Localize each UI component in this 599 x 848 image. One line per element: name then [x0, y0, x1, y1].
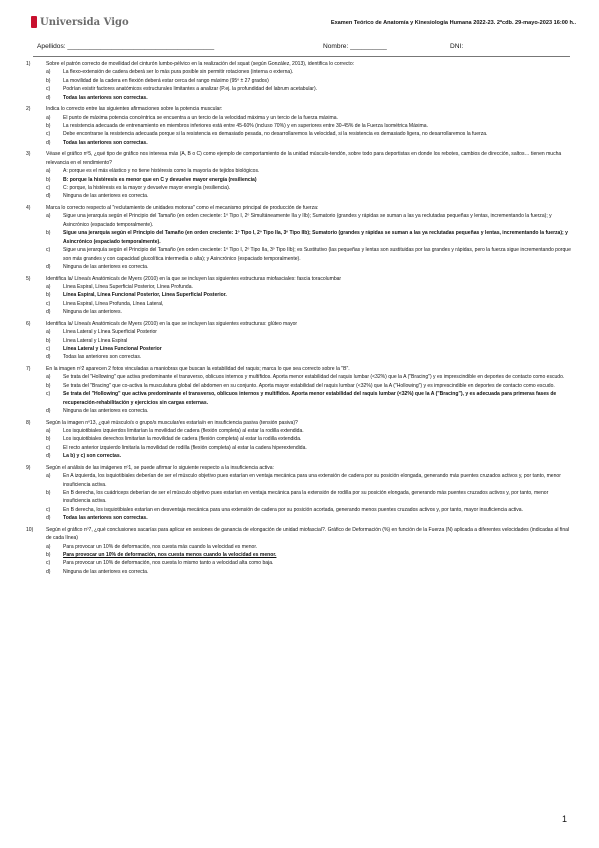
university-logo [31, 16, 129, 28]
header-divider [33, 56, 570, 57]
option-text: Se trata del "Hollowing" que activa predominante el transverso, oblicuos internos y multífidos. Aporta menor estabilidad del raquis lumbar (<32%) que la A ("Bracing"), y es adecuada para primeras fases de recuperación-rehabilitación y ejercicios sin cargas externas. [63, 391, 557, 406]
option-text: Ninguna de las anteriores es correcta. [63, 407, 149, 414]
option-text: Sigue una jerarquía según el Principio del Tamaño (en orden creciente: 1º Tipo I, 2º Simultáneamente IIa y IIb); Sumatorio (grandes y rápidas se suman a las ya reclutadas pequeñas y lentas, incrementando la fuerza); y Asincrónico (espaciado temporalmente). [63, 213, 552, 228]
question-number: 6) [26, 320, 31, 327]
option-letter: d) [46, 568, 51, 575]
option-text: Línea Lateral y Línea Funcional Posterior [63, 345, 162, 352]
option-letter: a) [46, 114, 51, 121]
option-letter: a) [46, 427, 51, 434]
university-logo-icon [31, 16, 37, 28]
question-4 [26, 204, 573, 271]
option-text: Línea Lateral y Línea Superficial Posterior [63, 329, 157, 336]
option-text: Todas las anteriores son correctas. [63, 515, 148, 522]
question-3 [26, 150, 573, 200]
option-letter: d) [46, 515, 51, 522]
option-text: El recto anterior izquierdo limitaría la movilidad de rodilla (flexión completa) al estar la cadera hiperextendida. [63, 444, 307, 451]
option-text: La flexo-extensión de cadera deberá ser lo más pura posible sin permitir rotaciones (interna o externa). [63, 69, 294, 76]
option-text: Para provocar un 10% de deformación, nos cuesta lo mismo tanto a velocidad alta como baja. [63, 560, 274, 567]
option-text: Debe encontrarse la resistencia adecuada porque si la resistencia es demasiado pesada, no desarrollaremos la velocidad, si la resistencia es demasiado ligera, no desarrollaremos la fuerza. [63, 131, 488, 138]
question-10 [26, 526, 573, 576]
header [31, 16, 576, 38]
question-6 [26, 320, 573, 362]
option-letter: b) [46, 382, 51, 389]
answer-option-d[interactable] [46, 94, 573, 102]
answer-option-b[interactable] [46, 122, 573, 130]
option-text: Todas las anteriores son correctas. [63, 139, 148, 146]
question-text: Véase el gráfico nº5, ¿qué tipo de gráfico nos interesa más (A, B o C) como ejemplo de comportamiento de la unidad músculo-tendón, sobre todo para deportistas en donde los rebotes, cambios de dirección, saltos… tienen mucha relevancia en el rendimiento? [46, 151, 562, 166]
answer-option-a[interactable] [46, 543, 573, 551]
answer-option-a[interactable] [46, 114, 573, 122]
answer-option-d[interactable] [46, 192, 573, 200]
option-letter: b) [46, 490, 51, 496]
option-letter: c) [46, 560, 51, 567]
option-text: Podrían existir factores anatómicos estructurales limitantes a analizar (P.ej. la profundidad del labrum acetabular). [63, 86, 318, 93]
option-text: C: porque, la histéresis es la mayor y devuelve mayor energía (resiliencia). [63, 185, 231, 192]
answer-option-b[interactable] [46, 489, 573, 506]
option-text: Todas las anteriores son correctas. [63, 94, 148, 101]
answer-option-a[interactable] [46, 472, 573, 489]
answer-option-c[interactable] [46, 559, 573, 567]
option-text: La movilidad de la cadera en flexión deberá estar cerca del rango máximo (95º ± 27 grados) [63, 77, 269, 84]
option-letter: c) [46, 444, 51, 451]
option-letter: a) [46, 213, 51, 220]
option-letter: b) [46, 123, 51, 130]
question-text: Identifica la/ Línea/s Anatómica/s de Myers (2010) en la que se incluyen las siguientes estructuras miofasciales: fascia toracolumbar [46, 275, 342, 282]
answer-option-c[interactable] [46, 300, 573, 308]
option-letter: d) [46, 263, 51, 270]
question-1 [26, 60, 573, 102]
answer-option-b[interactable] [46, 337, 573, 345]
option-text: La b) y c) son correctas. [63, 453, 122, 460]
option-text: Para provocar un 10% de deformación, nos cuesta menos cuando la velocidad es menor. [63, 552, 277, 559]
answer-option-d[interactable] [46, 407, 573, 415]
student-fields [37, 43, 557, 53]
answer-option-b[interactable] [46, 291, 573, 299]
answer-option-a[interactable] [46, 427, 573, 435]
option-text: En A izquierda, los isquiotibiales deberían de ser el músculo objetivo pues estarían en ventaja mecánica para una extensión de cadera por su posición elongada, generando más puentes cruzados activos y, por tanto, menor insuficiencia activa. [63, 473, 561, 488]
question-text: Indica lo correcto entre las siguientes afirmaciones sobre la potencia muscular: [46, 106, 223, 113]
option-text: B: porque la histéresis es menor que en C y devuelve mayor energía (resiliencia) [63, 176, 257, 183]
option-letter: c) [46, 345, 51, 352]
option-text: Ninguna de las anteriores. [63, 309, 122, 316]
answer-option-c[interactable] [46, 85, 573, 93]
question-text: Identifica la/ Línea/s Anatómica/s de Myers (2010) en la que se incluyen las siguientes estructuras: glúteo mayor [46, 320, 298, 327]
question-number: 5) [26, 275, 31, 282]
option-letter: d) [46, 94, 51, 101]
question-number: 10) [26, 526, 34, 533]
question-text: Marca lo correcto respecto al "reclutamiento de unidades motoras" como el mecanismo principal de producción de fuerza: [46, 205, 319, 212]
option-text: Sigue una jerarquía según el Principio del Tamaño (en orden creciente: 1º Tipo I, 2º Tipo IIa, 3º Tipo IIb); Sumatorio (grandes y rápidas se suman a las ya reclutadas pequeñas y lentas, incrementando la fuerza); y Asincrónico (espaciado temporalmente). [63, 230, 568, 245]
answer-option-d[interactable] [46, 308, 573, 316]
option-text: Línea Lateral y Línea Espiral [63, 337, 128, 344]
option-text: El punto de máxima potencia concéntrica se encuentra a un tercio de la velocidad máxima y un tercio de la fuerza máxima. [63, 114, 338, 121]
answer-option-a[interactable] [46, 328, 573, 336]
answer-option-c[interactable] [46, 444, 573, 452]
option-text: Para provocar un 10% de deformación, nos cuesta más cuando la velocidad es menor. [63, 543, 258, 550]
answer-option-a[interactable] [46, 283, 573, 291]
option-text: Sigue una jerarquía según el Principio del Tamaño (en orden creciente: 1º Tipo I, 2º Tipo IIa, 3º Tipo IIb); es Sustitutivo (las pequeñas y lentas son sustituidas por las grandes y rápidas, pero la fuerza sigue incrementando porque son más grandes y con capacidad glucolítica intermedia o alta); y Asincrónico (espaciado temporalmente). [63, 247, 571, 262]
answer-option-d[interactable] [46, 452, 573, 460]
option-letter: a) [46, 69, 51, 76]
question-number: 8) [26, 419, 31, 426]
question-9 [26, 464, 573, 523]
question-7 [26, 365, 573, 415]
answer-option-b[interactable] [46, 435, 573, 443]
question-number: 2) [26, 106, 31, 113]
answer-option-d[interactable] [46, 568, 573, 576]
answer-option-d[interactable] [46, 514, 573, 522]
question-number: 1) [26, 61, 31, 67]
question-number: 9) [26, 464, 31, 471]
answer-option-a[interactable] [46, 212, 573, 229]
question-8 [26, 419, 573, 461]
question-text: Sobre el patrón correcto de movilidad del cinturón lumbo-pélvico en la realización del squat (según González, 2013), identifica lo correcto: [46, 61, 355, 67]
option-letter: a) [46, 473, 51, 480]
answer-option-b[interactable] [46, 551, 573, 559]
answer-option-a[interactable] [46, 167, 573, 175]
option-letter: b) [46, 77, 51, 84]
answer-option-b[interactable] [46, 382, 573, 390]
option-text: Ninguna de las anteriores es correcta. [63, 568, 149, 575]
exam-title: Examen Teórico de Anatomía y Kinesiología Humana 2022-23. 2ºcdb. 29-mayo-2023 16:00 h.. [330, 20, 576, 26]
option-text: Línea Espiral, Línea Funcional Posterior, Línea Superficial Posterior. [63, 292, 227, 299]
option-letter: c) [46, 391, 51, 398]
option-text: En B derecha, los isquiotibiales estarían en desventaja mecánica para una extensión de cadera por su posición acortada, generando menos puentes cruzados activos y, por tanto, mayor insuficiencia activa. [63, 506, 524, 513]
dni-field[interactable]: DNI: [450, 43, 464, 50]
answer-option-b[interactable] [46, 77, 573, 85]
option-text: Todas las anteriores son correctas. [63, 354, 142, 361]
option-letter: d) [46, 193, 51, 200]
answer-option-c[interactable] [46, 390, 573, 407]
answer-option-d[interactable] [46, 263, 573, 271]
option-letter: c) [46, 86, 51, 93]
answer-option-a[interactable] [46, 68, 573, 76]
option-text: Se trata del "Bracing" que co-activa la musculatura global del abdomen en su conjunto. Aporta mayor estabilidad del raquis lumbar (<32%) que la A ("Hollowing") y es imprescindible en deportes de contacto como escudo. [63, 382, 555, 389]
answer-option-b[interactable] [46, 176, 573, 184]
option-text: A: porque es el más elástico y no tiene histéresis como la mayoría de tejidos biológicos. [63, 168, 260, 175]
option-text: Línea Espiral, Línea Superficial Posterior, Línea Profunda. [63, 283, 193, 290]
question-number: 7) [26, 365, 31, 372]
question-2 [26, 105, 573, 147]
answer-option-a[interactable] [46, 373, 573, 381]
option-letter: a) [46, 283, 51, 290]
question-5 [26, 275, 573, 317]
answer-option-d[interactable] [46, 139, 573, 147]
answer-option-c[interactable] [46, 506, 573, 514]
answer-option-c[interactable] [46, 246, 573, 263]
option-letter: c) [46, 300, 51, 307]
question-text: En la imagen nº2 aparecen 2 fotos vinculadas a maniobras que buscan la estabilidad del raquis; marca lo que sea correcto sobre la "B". [46, 365, 350, 372]
answer-option-c[interactable] [46, 184, 573, 192]
nombre-field[interactable]: Nombre: __________ [323, 43, 387, 50]
option-letter: b) [46, 552, 51, 559]
answer-option-c[interactable] [46, 345, 573, 353]
option-text: Ninguna de las anteriores es correcta. [63, 193, 149, 200]
option-letter: c) [46, 185, 51, 192]
option-letter: c) [46, 247, 51, 254]
option-text: Línea Espiral, Línea Profunda, Línea Lateral, [63, 300, 164, 307]
option-letter: c) [46, 506, 51, 513]
option-text: Se trata del "Hollowing" que activa predominante el transverso, oblicuos internos y multífidos. Aporta menor estabilidad del raquis lumbar (<32%) que la A ("Bracing") y es imprescindible en deportes de contacto como escudo. [63, 374, 565, 381]
option-letter: a) [46, 329, 51, 336]
option-letter: d) [46, 139, 51, 146]
option-letter: b) [46, 292, 51, 299]
option-letter: a) [46, 543, 51, 550]
option-text: Los isquiotibiales izquierdos limitarían la movilidad de cadera (flexión completa) al estar la rodilla extendida. [63, 427, 304, 434]
apellidos-field[interactable]: Apellidos: ________________________________________ [37, 43, 215, 50]
option-text: Los isquiotibiales derechos limitarían la movilidad de cadera (flexión completa) al estar la rodilla extendida. [63, 436, 302, 443]
university-name: Universida Vigo [40, 16, 129, 28]
option-text: En B derecha, los cuádriceps deberían de ser el músculo objetivo pues estarían en ventaja mecánica para la extensión de rodilla por su posición elongada, generando más puentes cruzados activos y, por tanto, menor insuficiencia activa. [63, 490, 549, 505]
option-letter: d) [46, 407, 51, 414]
question-number: 3) [26, 151, 31, 158]
option-letter: c) [46, 131, 51, 138]
option-text: Ninguna de las anteriores es correcta. [63, 263, 149, 270]
question-text: Según el análisis de las imágenes nº1, se puede afirmar lo siguiente respecto a la insuficiencia activa: [46, 464, 274, 471]
option-text: La resistencia adecuada de entrenamiento en miembros inferiores está entre 45-60% (incluso 70%) y en superiores entre 30-45% de la Fuerza Isométrica Máxima. [63, 123, 428, 130]
option-letter: b) [46, 176, 51, 183]
option-letter: a) [46, 168, 51, 175]
option-letter: d) [46, 453, 51, 460]
option-letter: d) [46, 309, 51, 316]
option-letter: b) [46, 436, 51, 443]
question-text: Según el gráfico nº7, ¿qué conclusiones sacarías para aplicar en sesiones de ganancia de elongación de unidad miofascial?. Gráfico de Deformación (%) en función de la Fuerza (N) aplicada a diferentes velocidades (indicadas al final de cada línea) [46, 526, 570, 542]
question-number: 4) [26, 205, 31, 212]
option-letter: b) [46, 230, 51, 237]
question-list [26, 60, 573, 579]
question-text: Según la imagen nº13, ¿qué músculo/s o grupo/s muscular/es estaría/n en insuficiencia pasiva (tensión pasiva)? [46, 419, 298, 426]
answer-option-d[interactable] [46, 353, 573, 361]
page-number: 1 [561, 814, 567, 824]
option-letter: a) [46, 374, 51, 381]
option-letter: d) [46, 354, 51, 361]
answer-option-c[interactable] [46, 130, 573, 138]
answer-option-b[interactable] [46, 229, 573, 246]
option-letter: b) [46, 337, 51, 344]
